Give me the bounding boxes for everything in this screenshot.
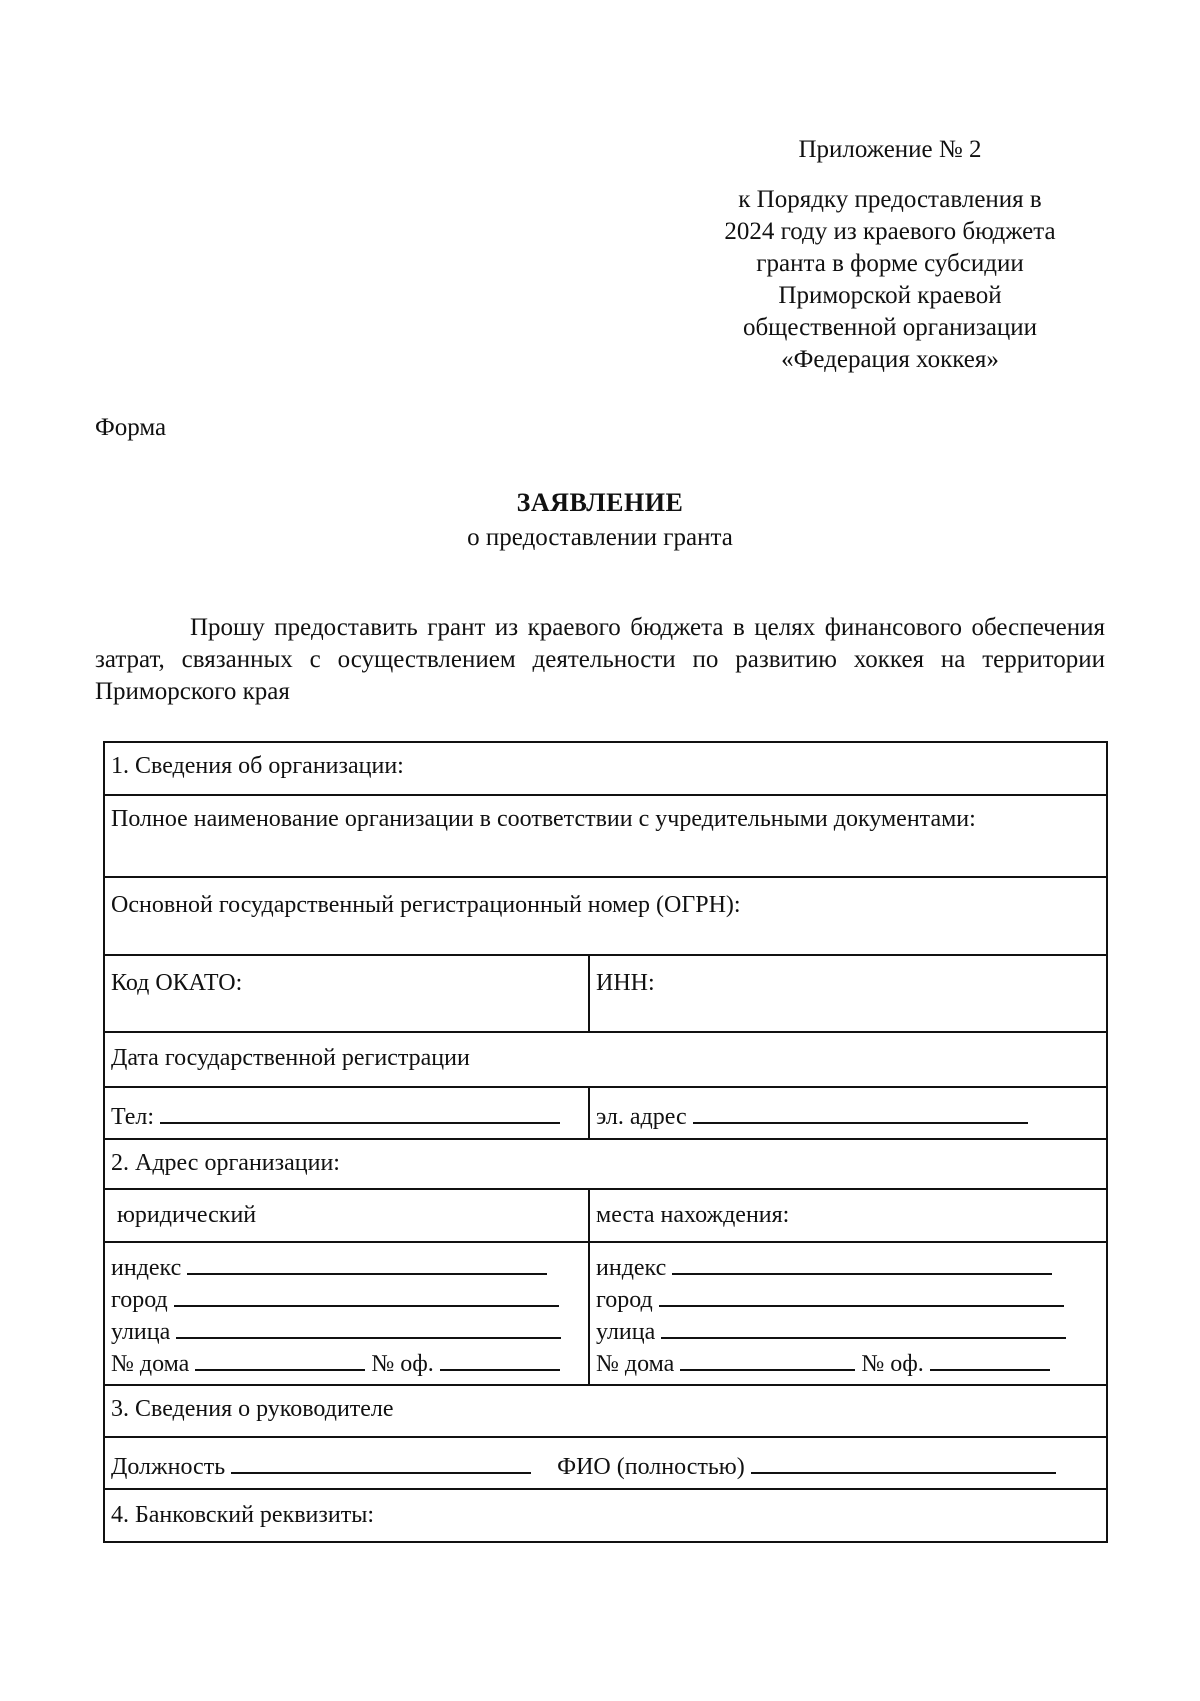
appendix-line: гранта в форме субсидии bbox=[756, 250, 1024, 277]
location-address-heading: места нахождения: bbox=[589, 1189, 1107, 1242]
full-name-label: Полное наименование организации в соответствии с учредительными документами: bbox=[111, 806, 976, 832]
legal-address-heading: юридический bbox=[104, 1189, 589, 1242]
ogrn-label: Основной государственный регистрационный номер (ОГРН): bbox=[111, 892, 741, 918]
location-office-label: № оф. bbox=[861, 1351, 924, 1377]
location-address-block bbox=[589, 1242, 1107, 1385]
intro-paragraph: Прошу предоставить грант из краевого бюджета в целях финансового обеспечения затрат, связанных с осуществлением деятельности по развитию хоккея на территории Приморского края bbox=[95, 614, 1105, 705]
inn-field[interactable] bbox=[589, 955, 1107, 1032]
location-office-line[interactable] bbox=[930, 1347, 1050, 1371]
appendix-line: общественной организации bbox=[742, 314, 1038, 341]
location-city-line[interactable] bbox=[659, 1283, 1064, 1307]
legal-street-label: улица bbox=[111, 1319, 171, 1345]
fio-line[interactable] bbox=[751, 1450, 1056, 1474]
email-field[interactable] bbox=[589, 1087, 1107, 1139]
legal-house-label: № дома bbox=[111, 1351, 190, 1377]
appendix-header bbox=[680, 134, 1100, 376]
phone-field[interactable] bbox=[104, 1087, 589, 1139]
full-name-field[interactable] bbox=[104, 795, 1107, 877]
appendix-line: «Федерация хоккея» bbox=[781, 346, 999, 373]
reg-date-label: Дата государственной регистрации bbox=[111, 1045, 470, 1071]
email-blank-line[interactable] bbox=[693, 1100, 1028, 1124]
bank-section-heading: 4. Банковский реквизиты: bbox=[104, 1489, 1107, 1542]
legal-street-line[interactable] bbox=[176, 1315, 561, 1339]
document-title: ЗАЯВЛЕНИЕ bbox=[516, 488, 684, 517]
head-details-row bbox=[104, 1437, 1107, 1489]
appendix-line: к Порядку предоставления в bbox=[738, 186, 1042, 213]
location-index-label: индекс bbox=[596, 1255, 667, 1281]
legal-index-line[interactable] bbox=[187, 1251, 547, 1275]
form-label: Форма bbox=[95, 414, 167, 441]
phone-blank-line[interactable] bbox=[160, 1100, 560, 1124]
org-section-heading: 1. Сведения об организации: bbox=[104, 742, 1107, 795]
reg-date-field[interactable] bbox=[104, 1032, 1107, 1087]
okato-label: Код ОКАТО: bbox=[111, 970, 243, 996]
legal-address-block bbox=[104, 1242, 589, 1385]
legal-city-label: город bbox=[111, 1287, 168, 1313]
location-house-line[interactable] bbox=[680, 1347, 855, 1371]
email-label: эл. адрес bbox=[596, 1104, 687, 1130]
location-index-line[interactable] bbox=[672, 1251, 1052, 1275]
appendix-number: Приложение № 2 bbox=[798, 136, 982, 163]
location-city-label: город bbox=[596, 1287, 653, 1313]
legal-house-line[interactable] bbox=[195, 1347, 365, 1371]
location-street-label: улица bbox=[596, 1319, 656, 1345]
inn-label: ИНН: bbox=[596, 970, 655, 996]
head-section-heading: 3. Сведения о руководителе bbox=[104, 1385, 1107, 1437]
location-street-line[interactable] bbox=[661, 1315, 1066, 1339]
ogrn-field[interactable] bbox=[104, 877, 1107, 955]
address-section-heading: 2. Адрес организации: bbox=[104, 1139, 1107, 1189]
application-form-table bbox=[103, 741, 1108, 1543]
position-label: Должность bbox=[111, 1454, 226, 1480]
legal-office-line[interactable] bbox=[440, 1347, 560, 1371]
appendix-line: Приморской краевой bbox=[778, 282, 1002, 309]
phone-label: Тел: bbox=[111, 1104, 155, 1130]
appendix-line: 2024 году из краевого бюджета bbox=[724, 218, 1056, 245]
okato-field[interactable] bbox=[104, 955, 589, 1032]
position-line[interactable] bbox=[231, 1450, 531, 1474]
document-subtitle: о предоставлении гранта bbox=[467, 524, 733, 551]
legal-index-label: индекс bbox=[111, 1255, 182, 1281]
legal-office-label: № оф. bbox=[371, 1351, 434, 1377]
fio-label: ФИО (полностью) bbox=[557, 1454, 745, 1480]
legal-city-line[interactable] bbox=[174, 1283, 559, 1307]
location-house-label: № дома bbox=[596, 1351, 675, 1377]
